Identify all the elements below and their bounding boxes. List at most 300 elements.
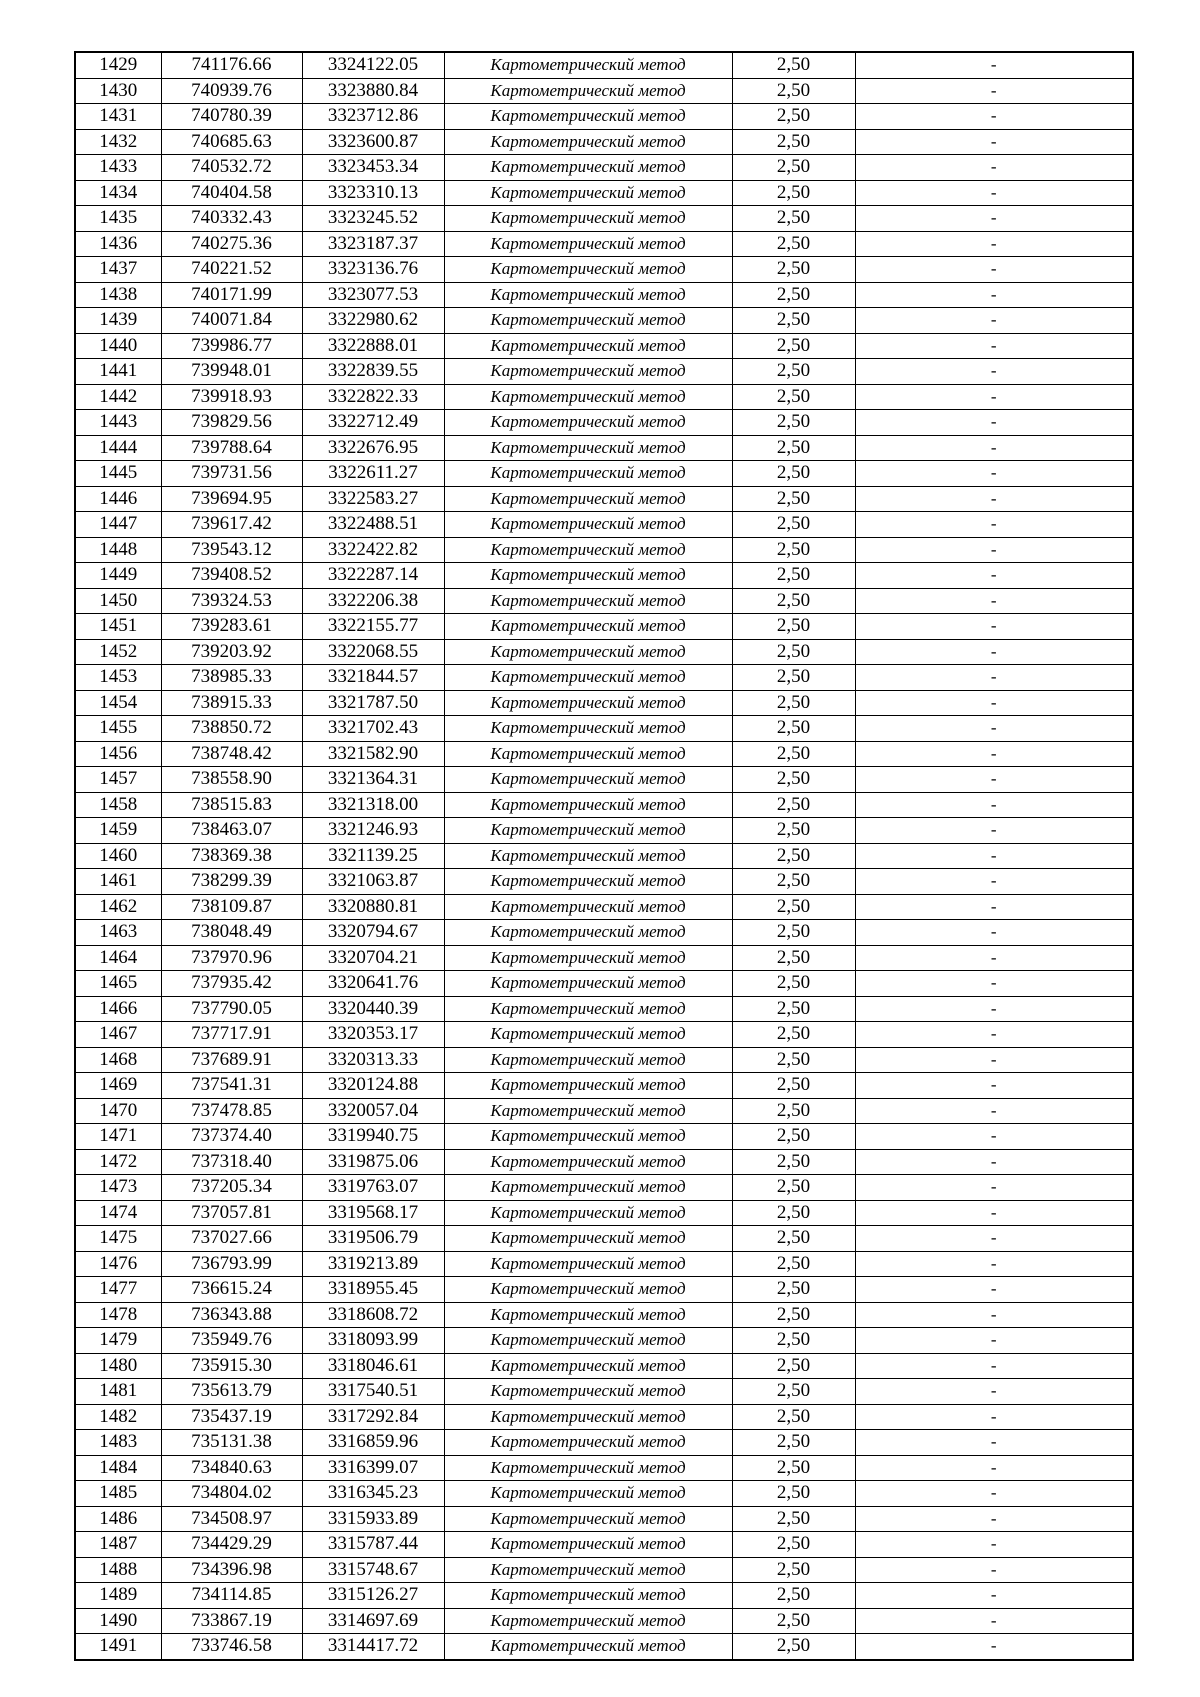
extra-cell: - (855, 1404, 1133, 1430)
y-coordinate-cell: 3324122.05 (302, 52, 444, 78)
method-cell: Картометрический метод (444, 1149, 732, 1175)
table-row (75, 614, 1133, 640)
y-coordinate-cell: 3321318.00 (302, 792, 444, 818)
point-number-cell: 1474 (75, 1200, 161, 1226)
extra-cell: - (855, 1353, 1133, 1379)
y-coordinate-cell: 3322206.38 (302, 588, 444, 614)
accuracy-cell: 2,50 (732, 1073, 855, 1099)
accuracy-cell: 2,50 (732, 206, 855, 232)
method-cell: Картометрический метод (444, 741, 732, 767)
method-cell: Картометрический метод (444, 1175, 732, 1201)
method-cell: Картометрический метод (444, 410, 732, 436)
x-coordinate-cell: 739408.52 (161, 563, 302, 589)
accuracy-cell: 2,50 (732, 665, 855, 691)
extra-cell: - (855, 257, 1133, 283)
table-row (75, 639, 1133, 665)
extra-cell: - (855, 792, 1133, 818)
accuracy-cell: 2,50 (732, 435, 855, 461)
x-coordinate-cell: 738915.33 (161, 690, 302, 716)
x-coordinate-cell: 739203.92 (161, 639, 302, 665)
x-coordinate-cell: 739324.53 (161, 588, 302, 614)
accuracy-cell: 2,50 (732, 1557, 855, 1583)
accuracy-cell: 2,50 (732, 1200, 855, 1226)
method-cell: Картометрический метод (444, 563, 732, 589)
point-number-cell: 1475 (75, 1226, 161, 1252)
y-coordinate-cell: 3320057.04 (302, 1098, 444, 1124)
y-coordinate-cell: 3321702.43 (302, 716, 444, 742)
extra-cell: - (855, 894, 1133, 920)
x-coordinate-cell: 733867.19 (161, 1608, 302, 1634)
table-row (75, 1277, 1133, 1303)
y-coordinate-cell: 3315748.67 (302, 1557, 444, 1583)
x-coordinate-cell: 740939.76 (161, 78, 302, 104)
extra-cell: - (855, 1532, 1133, 1558)
point-number-cell: 1456 (75, 741, 161, 767)
y-coordinate-cell: 3322712.49 (302, 410, 444, 436)
x-coordinate-cell: 740532.72 (161, 155, 302, 181)
extra-cell: - (855, 359, 1133, 385)
table-row (75, 461, 1133, 487)
x-coordinate-cell: 737318.40 (161, 1149, 302, 1175)
y-coordinate-cell: 3316859.96 (302, 1430, 444, 1456)
point-number-cell: 1447 (75, 512, 161, 538)
x-coordinate-cell: 737027.66 (161, 1226, 302, 1252)
x-coordinate-cell: 738558.90 (161, 767, 302, 793)
table-row (75, 1455, 1133, 1481)
x-coordinate-cell: 734429.29 (161, 1532, 302, 1558)
accuracy-cell: 2,50 (732, 588, 855, 614)
point-number-cell: 1490 (75, 1608, 161, 1634)
accuracy-cell: 2,50 (732, 155, 855, 181)
y-coordinate-cell: 3319568.17 (302, 1200, 444, 1226)
point-number-cell: 1436 (75, 231, 161, 257)
accuracy-cell: 2,50 (732, 920, 855, 946)
y-coordinate-cell: 3316399.07 (302, 1455, 444, 1481)
method-cell: Картометрический метод (444, 767, 732, 793)
x-coordinate-cell: 738985.33 (161, 665, 302, 691)
table-row (75, 1634, 1133, 1660)
point-number-cell: 1435 (75, 206, 161, 232)
extra-cell: - (855, 1608, 1133, 1634)
method-cell: Картометрический метод (444, 78, 732, 104)
table-row (75, 180, 1133, 206)
coordinates-table-body (75, 52, 1133, 1660)
point-number-cell: 1450 (75, 588, 161, 614)
point-number-cell: 1452 (75, 639, 161, 665)
method-cell: Картометрический метод (444, 257, 732, 283)
table-row (75, 945, 1133, 971)
method-cell: Картометрический метод (444, 1302, 732, 1328)
table-row (75, 1532, 1133, 1558)
table-row (75, 78, 1133, 104)
extra-cell: - (855, 1557, 1133, 1583)
y-coordinate-cell: 3319213.89 (302, 1251, 444, 1277)
y-coordinate-cell: 3318046.61 (302, 1353, 444, 1379)
x-coordinate-cell: 733746.58 (161, 1634, 302, 1660)
method-cell: Картометрический метод (444, 486, 732, 512)
table-row (75, 1175, 1133, 1201)
x-coordinate-cell: 737205.34 (161, 1175, 302, 1201)
x-coordinate-cell: 740071.84 (161, 308, 302, 334)
accuracy-cell: 2,50 (732, 1124, 855, 1150)
extra-cell: - (855, 1149, 1133, 1175)
x-coordinate-cell: 736615.24 (161, 1277, 302, 1303)
method-cell: Картометрический метод (444, 894, 732, 920)
x-coordinate-cell: 737717.91 (161, 1022, 302, 1048)
method-cell: Картометрический метод (444, 792, 732, 818)
y-coordinate-cell: 3320124.88 (302, 1073, 444, 1099)
method-cell: Картометрический метод (444, 1200, 732, 1226)
method-cell: Картометрический метод (444, 308, 732, 334)
point-number-cell: 1471 (75, 1124, 161, 1150)
x-coordinate-cell: 737374.40 (161, 1124, 302, 1150)
extra-cell: - (855, 512, 1133, 538)
table-row (75, 1022, 1133, 1048)
extra-cell: - (855, 180, 1133, 206)
accuracy-cell: 2,50 (732, 1430, 855, 1456)
table-row (75, 308, 1133, 334)
y-coordinate-cell: 3318955.45 (302, 1277, 444, 1303)
extra-cell: - (855, 1098, 1133, 1124)
accuracy-cell: 2,50 (732, 129, 855, 155)
table-row (75, 1557, 1133, 1583)
extra-cell: - (855, 1583, 1133, 1609)
table-row (75, 1302, 1133, 1328)
point-number-cell: 1479 (75, 1328, 161, 1354)
point-number-cell: 1457 (75, 767, 161, 793)
method-cell: Картометрический метод (444, 971, 732, 997)
point-number-cell: 1483 (75, 1430, 161, 1456)
accuracy-cell: 2,50 (732, 410, 855, 436)
accuracy-cell: 2,50 (732, 716, 855, 742)
table-row (75, 1404, 1133, 1430)
method-cell: Картометрический метод (444, 1277, 732, 1303)
accuracy-cell: 2,50 (732, 945, 855, 971)
accuracy-cell: 2,50 (732, 1098, 855, 1124)
point-number-cell: 1451 (75, 614, 161, 640)
table-row (75, 1124, 1133, 1150)
accuracy-cell: 2,50 (732, 333, 855, 359)
y-coordinate-cell: 3319506.79 (302, 1226, 444, 1252)
extra-cell: - (855, 231, 1133, 257)
table-row (75, 843, 1133, 869)
method-cell: Картометрический метод (444, 52, 732, 78)
y-coordinate-cell: 3321582.90 (302, 741, 444, 767)
point-number-cell: 1439 (75, 308, 161, 334)
point-number-cell: 1455 (75, 716, 161, 742)
accuracy-cell: 2,50 (732, 1404, 855, 1430)
y-coordinate-cell: 3319940.75 (302, 1124, 444, 1150)
accuracy-cell: 2,50 (732, 52, 855, 78)
point-number-cell: 1466 (75, 996, 161, 1022)
point-number-cell: 1489 (75, 1583, 161, 1609)
point-number-cell: 1454 (75, 690, 161, 716)
method-cell: Картометрический метод (444, 818, 732, 844)
extra-cell: - (855, 308, 1133, 334)
extra-cell: - (855, 537, 1133, 563)
table-row (75, 359, 1133, 385)
extra-cell: - (855, 129, 1133, 155)
y-coordinate-cell: 3323712.86 (302, 104, 444, 130)
table-row (75, 1328, 1133, 1354)
extra-cell: - (855, 52, 1133, 78)
table-row (75, 333, 1133, 359)
extra-cell: - (855, 333, 1133, 359)
method-cell: Картометрический метод (444, 1328, 732, 1354)
x-coordinate-cell: 736793.99 (161, 1251, 302, 1277)
point-number-cell: 1472 (75, 1149, 161, 1175)
y-coordinate-cell: 3321063.87 (302, 869, 444, 895)
table-row (75, 257, 1133, 283)
extra-cell: - (855, 282, 1133, 308)
point-number-cell: 1434 (75, 180, 161, 206)
method-cell: Картометрический метод (444, 1532, 732, 1558)
x-coordinate-cell: 739283.61 (161, 614, 302, 640)
extra-cell: - (855, 588, 1133, 614)
table-row (75, 1047, 1133, 1073)
extra-cell: - (855, 1430, 1133, 1456)
point-number-cell: 1460 (75, 843, 161, 869)
point-number-cell: 1448 (75, 537, 161, 563)
y-coordinate-cell: 3320641.76 (302, 971, 444, 997)
accuracy-cell: 2,50 (732, 767, 855, 793)
x-coordinate-cell: 739948.01 (161, 359, 302, 385)
y-coordinate-cell: 3323245.52 (302, 206, 444, 232)
accuracy-cell: 2,50 (732, 384, 855, 410)
table-row (75, 1226, 1133, 1252)
x-coordinate-cell: 738515.83 (161, 792, 302, 818)
point-number-cell: 1453 (75, 665, 161, 691)
point-number-cell: 1476 (75, 1251, 161, 1277)
method-cell: Картометрический метод (444, 1124, 732, 1150)
point-number-cell: 1433 (75, 155, 161, 181)
accuracy-cell: 2,50 (732, 78, 855, 104)
table-row (75, 716, 1133, 742)
table-row (75, 282, 1133, 308)
table-row (75, 1506, 1133, 1532)
extra-cell: - (855, 78, 1133, 104)
table-row (75, 1098, 1133, 1124)
y-coordinate-cell: 3320353.17 (302, 1022, 444, 1048)
extra-cell: - (855, 716, 1133, 742)
y-coordinate-cell: 3315787.44 (302, 1532, 444, 1558)
accuracy-cell: 2,50 (732, 359, 855, 385)
point-number-cell: 1462 (75, 894, 161, 920)
extra-cell: - (855, 741, 1133, 767)
extra-cell: - (855, 1277, 1133, 1303)
x-coordinate-cell: 737541.31 (161, 1073, 302, 1099)
extra-cell: - (855, 435, 1133, 461)
extra-cell: - (855, 1047, 1133, 1073)
method-cell: Картометрический метод (444, 1379, 732, 1405)
accuracy-cell: 2,50 (732, 308, 855, 334)
x-coordinate-cell: 738299.39 (161, 869, 302, 895)
method-cell: Картометрический метод (444, 359, 732, 385)
y-coordinate-cell: 3317292.84 (302, 1404, 444, 1430)
y-coordinate-cell: 3322155.77 (302, 614, 444, 640)
method-cell: Картометрический метод (444, 1455, 732, 1481)
y-coordinate-cell: 3323136.76 (302, 257, 444, 283)
x-coordinate-cell: 739829.56 (161, 410, 302, 436)
accuracy-cell: 2,50 (732, 869, 855, 895)
y-coordinate-cell: 3322676.95 (302, 435, 444, 461)
extra-cell: - (855, 1302, 1133, 1328)
point-number-cell: 1458 (75, 792, 161, 818)
extra-cell: - (855, 104, 1133, 130)
extra-cell: - (855, 639, 1133, 665)
x-coordinate-cell: 739617.42 (161, 512, 302, 538)
table-row (75, 818, 1133, 844)
table-row (75, 869, 1133, 895)
table-row (75, 410, 1133, 436)
y-coordinate-cell: 3323880.84 (302, 78, 444, 104)
method-cell: Картометрический метод (444, 588, 732, 614)
point-number-cell: 1443 (75, 410, 161, 436)
x-coordinate-cell: 741176.66 (161, 52, 302, 78)
extra-cell: - (855, 461, 1133, 487)
method-cell: Картометрический метод (444, 1481, 732, 1507)
y-coordinate-cell: 3321246.93 (302, 818, 444, 844)
method-cell: Картометрический метод (444, 537, 732, 563)
accuracy-cell: 2,50 (732, 1506, 855, 1532)
accuracy-cell: 2,50 (732, 1481, 855, 1507)
method-cell: Картометрический метод (444, 1634, 732, 1660)
accuracy-cell: 2,50 (732, 1328, 855, 1354)
table-row (75, 894, 1133, 920)
extra-cell: - (855, 1124, 1133, 1150)
y-coordinate-cell: 3318608.72 (302, 1302, 444, 1328)
x-coordinate-cell: 739788.64 (161, 435, 302, 461)
extra-cell: - (855, 614, 1133, 640)
method-cell: Картометрический метод (444, 1353, 732, 1379)
point-number-cell: 1465 (75, 971, 161, 997)
y-coordinate-cell: 3323453.34 (302, 155, 444, 181)
method-cell: Картометрический метод (444, 333, 732, 359)
point-number-cell: 1446 (75, 486, 161, 512)
accuracy-cell: 2,50 (732, 486, 855, 512)
method-cell: Картометрический метод (444, 996, 732, 1022)
x-coordinate-cell: 735437.19 (161, 1404, 302, 1430)
accuracy-cell: 2,50 (732, 996, 855, 1022)
point-number-cell: 1473 (75, 1175, 161, 1201)
x-coordinate-cell: 738748.42 (161, 741, 302, 767)
accuracy-cell: 2,50 (732, 282, 855, 308)
x-coordinate-cell: 738463.07 (161, 818, 302, 844)
x-coordinate-cell: 740332.43 (161, 206, 302, 232)
method-cell: Картометрический метод (444, 690, 732, 716)
point-number-cell: 1437 (75, 257, 161, 283)
table-row (75, 486, 1133, 512)
x-coordinate-cell: 738109.87 (161, 894, 302, 920)
method-cell: Картометрический метод (444, 1583, 732, 1609)
extra-cell: - (855, 767, 1133, 793)
extra-cell: - (855, 1200, 1133, 1226)
y-coordinate-cell: 3322287.14 (302, 563, 444, 589)
point-number-cell: 1487 (75, 1532, 161, 1558)
accuracy-cell: 2,50 (732, 257, 855, 283)
accuracy-cell: 2,50 (732, 1532, 855, 1558)
point-number-cell: 1440 (75, 333, 161, 359)
y-coordinate-cell: 3322888.01 (302, 333, 444, 359)
y-coordinate-cell: 3323187.37 (302, 231, 444, 257)
method-cell: Картометрический метод (444, 384, 732, 410)
x-coordinate-cell: 738048.49 (161, 920, 302, 946)
table-row (75, 104, 1133, 130)
accuracy-cell: 2,50 (732, 741, 855, 767)
point-number-cell: 1470 (75, 1098, 161, 1124)
point-number-cell: 1431 (75, 104, 161, 130)
x-coordinate-cell: 737689.91 (161, 1047, 302, 1073)
method-cell: Картометрический метод (444, 1506, 732, 1532)
accuracy-cell: 2,50 (732, 1277, 855, 1303)
table-row (75, 971, 1133, 997)
extra-cell: - (855, 945, 1133, 971)
x-coordinate-cell: 740221.52 (161, 257, 302, 283)
table-row (75, 384, 1133, 410)
point-number-cell: 1441 (75, 359, 161, 385)
x-coordinate-cell: 738369.38 (161, 843, 302, 869)
point-number-cell: 1464 (75, 945, 161, 971)
y-coordinate-cell: 3323310.13 (302, 180, 444, 206)
table-row (75, 588, 1133, 614)
point-number-cell: 1444 (75, 435, 161, 461)
method-cell: Картометрический метод (444, 129, 732, 155)
coordinates-table (74, 51, 1134, 1661)
extra-cell: - (855, 1175, 1133, 1201)
point-number-cell: 1481 (75, 1379, 161, 1405)
point-number-cell: 1438 (75, 282, 161, 308)
y-coordinate-cell: 3315126.27 (302, 1583, 444, 1609)
table-row (75, 690, 1133, 716)
x-coordinate-cell: 737790.05 (161, 996, 302, 1022)
extra-cell: - (855, 1226, 1133, 1252)
point-number-cell: 1429 (75, 52, 161, 78)
table-row (75, 129, 1133, 155)
method-cell: Картометрический метод (444, 231, 732, 257)
table-row (75, 512, 1133, 538)
extra-cell: - (855, 155, 1133, 181)
x-coordinate-cell: 740404.58 (161, 180, 302, 206)
point-number-cell: 1459 (75, 818, 161, 844)
accuracy-cell: 2,50 (732, 614, 855, 640)
x-coordinate-cell: 740780.39 (161, 104, 302, 130)
table-row (75, 231, 1133, 257)
method-cell: Картометрический метод (444, 435, 732, 461)
point-number-cell: 1485 (75, 1481, 161, 1507)
table-row (75, 206, 1133, 232)
extra-cell: - (855, 869, 1133, 895)
extra-cell: - (855, 690, 1133, 716)
y-coordinate-cell: 3314697.69 (302, 1608, 444, 1634)
x-coordinate-cell: 739543.12 (161, 537, 302, 563)
accuracy-cell: 2,50 (732, 818, 855, 844)
x-coordinate-cell: 740275.36 (161, 231, 302, 257)
x-coordinate-cell: 734840.63 (161, 1455, 302, 1481)
y-coordinate-cell: 3321139.25 (302, 843, 444, 869)
x-coordinate-cell: 738850.72 (161, 716, 302, 742)
extra-cell: - (855, 384, 1133, 410)
y-coordinate-cell: 3322980.62 (302, 308, 444, 334)
point-number-cell: 1467 (75, 1022, 161, 1048)
y-coordinate-cell: 3322583.27 (302, 486, 444, 512)
x-coordinate-cell: 734508.97 (161, 1506, 302, 1532)
y-coordinate-cell: 3320794.67 (302, 920, 444, 946)
x-coordinate-cell: 737935.42 (161, 971, 302, 997)
y-coordinate-cell: 3322611.27 (302, 461, 444, 487)
table-row (75, 996, 1133, 1022)
method-cell: Картометрический метод (444, 1022, 732, 1048)
accuracy-cell: 2,50 (732, 537, 855, 563)
